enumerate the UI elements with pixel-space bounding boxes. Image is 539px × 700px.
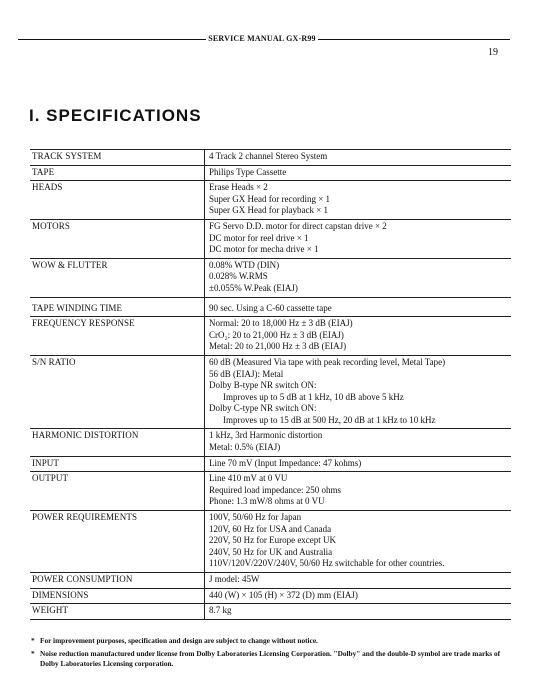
spec-value-line: 60 dB (Measured Via tape with peak recording level, Metal Tape) (209, 356, 446, 367)
spec-row (30, 604, 511, 620)
spec-value (205, 181, 512, 220)
spec-value-line: ±0.055% W.Peak (EIAJ) (209, 282, 298, 293)
spec-value (205, 472, 512, 511)
spec-value-line: Metal: 20 to 21,000 Hz ± 3 dB (EIAJ) (209, 341, 347, 352)
spec-label: DIMENSIONS (32, 589, 89, 600)
spec-row (30, 258, 511, 297)
spec-value-line: Line 70 mV (Input Impedance: 47 kohms) (209, 457, 362, 468)
footnote (31, 649, 509, 668)
spec-value-line: 8.7 kg (209, 605, 232, 616)
spec-value-line: 440 (W) × 105 (H) × 372 (D) mm (EIAJ) (209, 589, 358, 600)
spec-value (205, 573, 512, 589)
spec-label: S/N RATIO (32, 356, 76, 367)
spec-row (30, 573, 511, 589)
spec-row (30, 429, 511, 456)
footnote-marker: * (31, 649, 35, 659)
spec-value-line: DC motor for reel drive × 1 (209, 232, 309, 243)
spec-value-line: Required load impedance: 250 ohms (209, 484, 341, 495)
spec-value-line: Improves up to 5 dB at 1 kHz, 10 dB above 5 kHz (223, 391, 404, 402)
spec-value (205, 355, 512, 429)
spec-value (205, 588, 512, 604)
spec-value-line: 1 kHz, 3rd Harmonic distortion (209, 430, 323, 441)
spec-label: OUTPUT (32, 473, 69, 484)
spec-row (30, 297, 511, 317)
spec-label: POWER CONSUMPTION (32, 574, 133, 584)
spec-value-line: 220V, 50 Hz for Europe except UK (209, 535, 337, 546)
spec-value-line: DC motor for mecha drive × 1 (209, 244, 319, 255)
spec-row (30, 165, 511, 181)
spec-value-line: Improves up to 15 dB at 500 Hz, 20 dB at 1 kHz to 10 kHz (223, 414, 436, 425)
spec-row (30, 317, 511, 356)
spec-value-line: 120V, 60 Hz for USA and Canada (209, 523, 332, 534)
section-heading: I. SPECIFICATIONS (29, 106, 202, 125)
spec-value-line: Dolby C-type NR switch ON: (209, 403, 317, 414)
page-header (18, 33, 510, 45)
spec-value-line: 100V, 50/60 Hz for Japan (209, 512, 302, 523)
spec-value-line: Erase Heads × 2 (209, 182, 268, 193)
spec-value-line: 0.08% WTD (DIN) (209, 259, 280, 270)
spec-row (30, 472, 511, 511)
spec-label: INPUT (32, 457, 59, 468)
footnote (31, 636, 509, 645)
spec-value-line: 4 Track 2 channel Stereo System (209, 151, 328, 161)
header-rule-right (318, 39, 510, 40)
spec-value (205, 456, 512, 472)
footnote-text: Noise reduction manufactured under license from Dolby Laboratories Licensing Corporation. "Dolby" and the double-D symbol are trade marks of Dolby Laboratories Licensing corporation. (40, 649, 501, 668)
spec-label: POWER REQUIREMENTS (32, 512, 138, 523)
spec-value-line: CrO₂: 20 to 21,000 Hz ± 3 dB (EIAJ) (209, 329, 344, 340)
spec-row (30, 181, 511, 220)
spec-value-line: FG Servo D.D. motor for direct capstan drive × 2 (209, 220, 387, 231)
spec-value (205, 258, 512, 297)
spec-label: TAPE (32, 166, 55, 177)
spec-value (205, 511, 512, 573)
spec-value (205, 165, 512, 181)
spec-value (205, 297, 512, 317)
spec-label: TAPE WINDING TIME (32, 302, 123, 313)
spec-value-line: Super GX Head for recording × 1 (209, 193, 331, 204)
footnote-text: For improvement purposes, specification and design are subject to change without notice. (40, 636, 318, 645)
spec-value-line: 240V, 50 Hz for UK and Australia (209, 546, 333, 557)
spec-value-line: Phone: 1.3 mW/8 ohms at 0 VU (209, 496, 325, 507)
spec-value (205, 429, 512, 456)
spec-value (205, 219, 512, 258)
spec-value-line: 0.028% W.RMS (209, 271, 268, 282)
spec-label: WEIGHT (32, 605, 69, 616)
spec-row (30, 456, 511, 472)
spec-label: FREQUENCY RESPONSE (32, 318, 135, 329)
spec-value-line: Metal: 0.5% (EIAJ) (209, 442, 281, 453)
spec-label: MOTORS (32, 220, 70, 231)
page-number: 19 (488, 47, 498, 58)
spec-row (30, 219, 511, 258)
footnote-marker: * (31, 636, 35, 645)
spec-value-line: 56 dB (EIAJ): Metal (209, 368, 284, 379)
spec-row (30, 355, 511, 429)
spec-value-line: Super GX Head for playback × 1 (209, 205, 329, 216)
spec-value-line: Philips Type Cassette (209, 166, 287, 177)
spec-value (205, 150, 512, 166)
spec-value-line: Line 410 mV at 0 VU (209, 473, 288, 484)
spec-label: HEADS (32, 182, 63, 193)
spec-value-line: 90 sec. Using a C-60 cassette tape (209, 302, 332, 313)
spec-label: WOW & FLUTTER (32, 259, 108, 270)
header-rule-left (18, 39, 206, 40)
spec-value-line: Dolby B-type NR switch ON: (209, 380, 317, 391)
spec-value-line: J model: 45W (209, 574, 260, 584)
spec-value (205, 604, 512, 620)
spec-label: HARMONIC DISTORTION (32, 430, 139, 441)
spec-label: TRACK SYSTEM (32, 151, 102, 161)
footnotes (31, 636, 509, 672)
spec-row (30, 511, 511, 573)
header-title: SERVICE MANUAL GX-R99 (208, 34, 316, 43)
specifications-table (30, 149, 511, 620)
spec-value-line: Normal: 20 to 18,000 Hz ± 3 dB (EIAJ) (209, 318, 353, 329)
spec-value (205, 317, 512, 356)
spec-row (30, 588, 511, 604)
spec-row (30, 150, 511, 166)
spec-value-line: 110V/120V/220V/240V, 50/60 Hz switchable for other countries. (209, 558, 445, 569)
